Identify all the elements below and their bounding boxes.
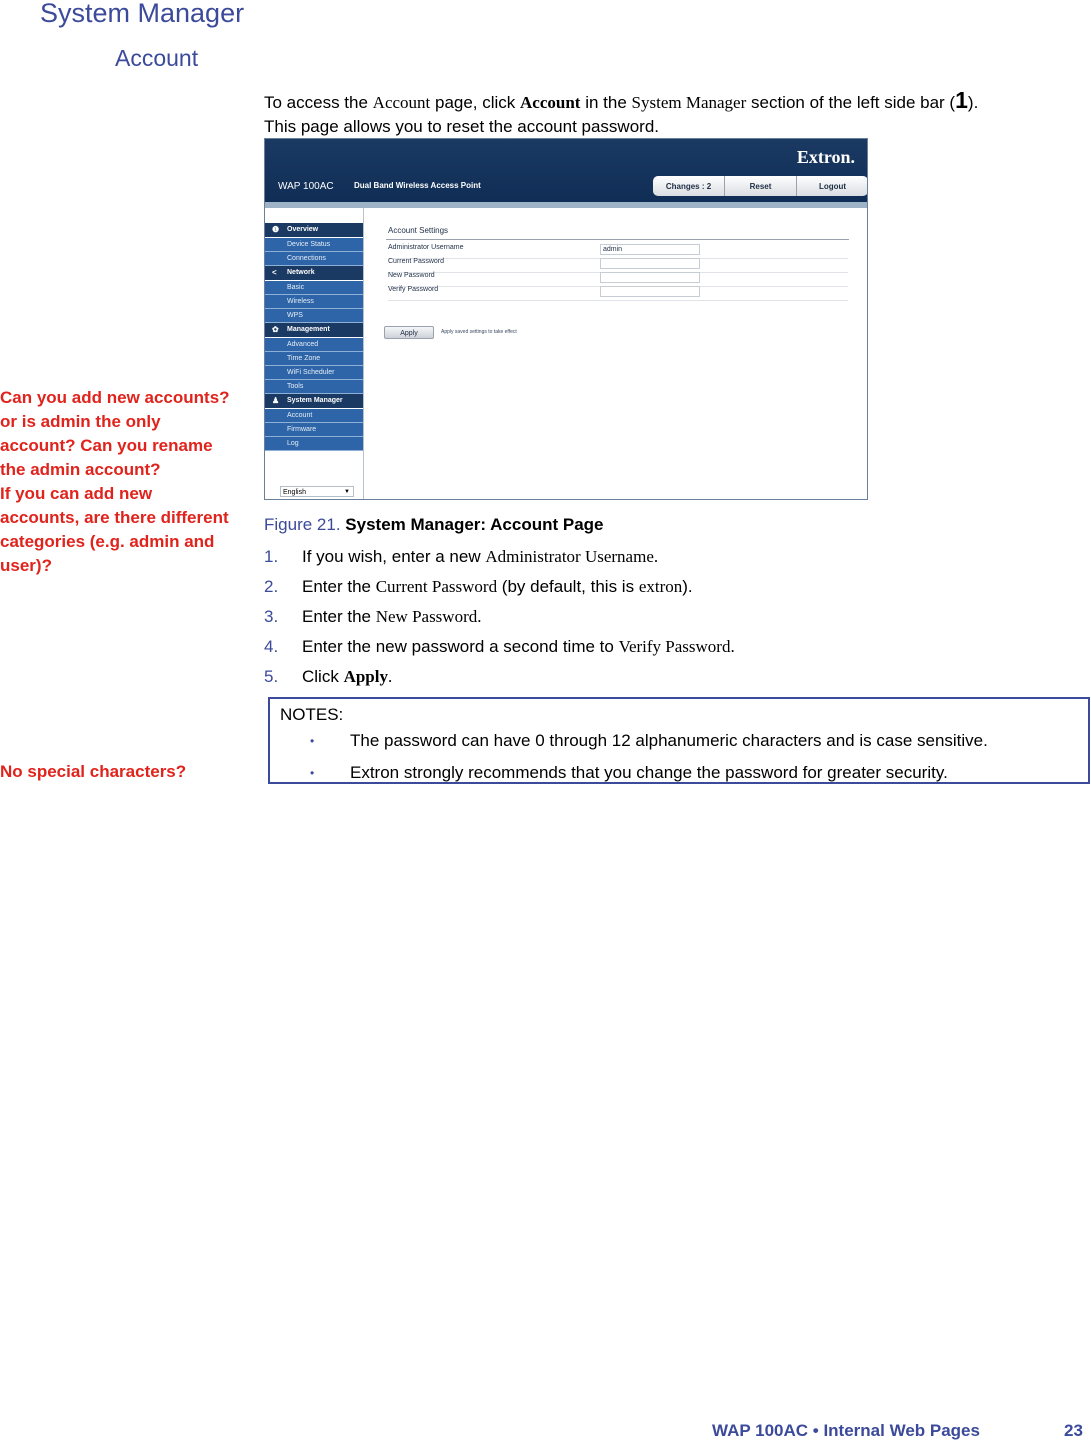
screenshot-header [265,139,867,202]
steps-list [264,545,1064,695]
verify-password-field[interactable] [600,286,700,297]
language-value: English [283,489,306,496]
step-term: Current Password [375,577,498,596]
note-text: Extron strongly recommends that you change the password for greater security. [350,763,948,782]
gear-icon: ✿ [272,325,279,334]
sidebar-item-label: Connections [287,255,326,262]
sidebar-item-label: Basic [287,284,305,291]
sidebar-item-label: Advanced [287,341,319,348]
sidebar-item-label: Wireless [287,298,314,305]
sidebar-item[interactable] [265,252,363,266]
step-text [302,545,658,569]
section-heading: System Manager [40,0,245,28]
step-term: Apply [343,667,388,686]
figure-title: System Manager: Account Page [345,515,604,534]
sidebar-item[interactable] [265,437,363,451]
step-text-part: (by default, this is [497,577,639,596]
sidebar-item[interactable] [265,338,363,352]
sidebar-item[interactable] [265,295,363,309]
device-subtitle: Dual Band Wireless Access Point [354,181,481,190]
step-text-part: Enter the [302,577,376,596]
intro-text: section of the left side bar ( [746,93,956,112]
step-text-part: . [653,547,659,566]
sidebar-item-label: Network [287,269,315,276]
sidebar-item-label: Time Zone [287,355,321,362]
sidebar-item[interactable] [265,366,363,380]
list-item [264,635,1064,665]
figure-caption [264,515,604,535]
review-comment-2: No special characters? [0,762,187,781]
account-page-screenshot [264,138,868,500]
share-icon: < [272,268,277,277]
page-footer: WAP 100AC • Internal Web Pages [712,1421,980,1440]
intro-account-bold: Account [520,93,581,112]
comment-text: If you can add new accounts, are there different categories (e.g. admin and user)? [0,484,229,575]
step-text-part: Click [302,667,344,686]
step-term: Verify Password [618,637,731,656]
step-term: extron [638,577,683,596]
step-text [302,635,735,659]
user-icon: ♟ [272,396,280,405]
step-number: 2. [264,577,279,596]
title-rule [386,239,849,240]
step-text-part: Enter the new password a second time to [302,637,619,656]
callout-number: 1 [955,87,968,113]
step-number: 4. [264,637,279,656]
header-button-bar [653,176,868,196]
intro-system-manager: System Manager [631,93,747,112]
changes-button[interactable]: Changes : 2 [653,176,725,196]
bullet-icon: • [310,734,315,748]
intro-paragraph [264,88,1089,139]
list-item [264,575,1064,605]
intro-text: page, click [430,93,521,112]
sidebar-section-header[interactable] [265,266,363,281]
sidebar-item[interactable] [265,238,363,252]
step-text-part: If you wish, enter a new [302,547,486,566]
step-text-part: ). [682,577,693,596]
sidebar-item[interactable] [265,281,363,295]
notes-box [268,697,1090,784]
list-item [264,545,1064,575]
apply-note: Apply saved settings to take effect [441,329,517,335]
sidebar-item-label: Log [287,440,299,447]
info-icon: ❶ [272,225,280,234]
reset-button[interactable]: Reset [725,176,797,196]
sidebar-item-label: Firmware [287,426,317,433]
sidebar-item[interactable] [265,309,363,323]
step-number: 5. [264,667,279,686]
sidebar-item-label: WPS [287,312,303,319]
verify-password-row [388,286,848,301]
sidebar-item-label: WiFi Scheduler [287,369,335,376]
new-password-row [388,272,848,287]
figure-number: Figure 21. [264,515,341,534]
sidebar-item-label: Management [287,326,330,333]
intro-line2: This page allows you to reset the account password. [264,117,659,136]
notes-title: NOTES: [280,705,344,724]
step-text [302,575,693,599]
content-panel [364,208,868,500]
caret-down-icon: ▼ [344,489,350,495]
logout-button[interactable]: Logout [797,176,868,196]
field-label: New Password [388,272,435,279]
sidebar-item-label: Account [287,412,313,419]
field-label: Verify Password [388,286,439,293]
note-text: The password can have 0 through 12 alphanumeric characters and is case sensitive. [350,731,988,750]
sidebar-item[interactable] [265,380,363,394]
field-label: Administrator Username [388,244,464,251]
current-password-field[interactable] [600,258,700,269]
language-select[interactable] [280,486,354,497]
step-text-part: . [477,607,482,626]
current-password-row [388,258,848,273]
step-text [302,665,392,689]
subsection-heading: Account [115,45,199,71]
apply-button[interactable]: Apply [384,326,434,339]
list-item [264,605,1064,635]
sidebar-section-header[interactable] [265,223,363,238]
sidebar-item[interactable] [265,423,363,437]
model-label: WAP 100AC [278,181,334,192]
bullet-icon: • [310,766,315,780]
sidebar-item-label: System Manager [287,397,343,404]
new-password-field[interactable] [600,272,700,283]
sidebar-item[interactable] [265,409,363,423]
step-term: Administrator Username [485,547,654,566]
admin-username-row [388,244,848,259]
intro-account-page: Account [372,93,431,112]
step-text-part: Enter the [302,607,376,626]
step-number: 1. [264,547,279,566]
intro-text: in the [580,93,632,112]
page-number: 23 [1064,1421,1083,1440]
sidebar-item-label: Tools [287,383,304,390]
sidebar-item-label: Device Status [287,241,331,248]
field-label: Current Password [388,258,445,265]
intro-text: To access the [264,93,373,112]
step-text-part: . [387,667,393,686]
extron-logo: Extron. [796,147,855,167]
comment-text: Can you add new accounts? or is admin the only account? Can you rename the admin account? [0,388,230,479]
account-settings-title: Account Settings [388,226,449,235]
step-text-part: . [730,637,735,656]
sidebar-item-label: Overview [287,226,319,233]
sidebar [265,223,363,451]
step-text [302,605,482,629]
sidebar-section-header[interactable] [265,323,363,338]
sidebar-item[interactable] [265,352,363,366]
intro-text: ). [967,93,979,112]
step-number: 3. [264,607,279,626]
admin-username-field[interactable]: admin [600,244,700,255]
review-comment-1 [0,386,232,578]
sidebar-section-header[interactable] [265,394,363,409]
list-item [264,665,1064,695]
step-term: New Password [375,607,478,626]
